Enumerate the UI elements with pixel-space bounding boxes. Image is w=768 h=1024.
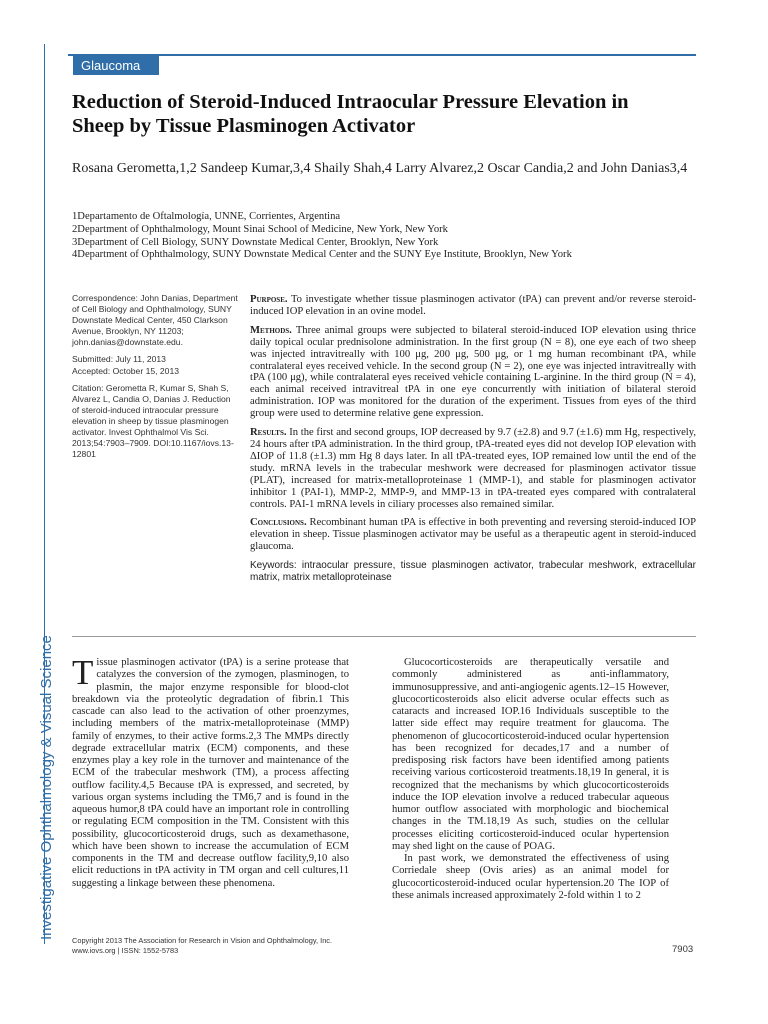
conclusions-label: Conclusions. — [250, 517, 307, 529]
purpose-label: Purpose. — [250, 294, 288, 305]
abstract-purpose — [250, 294, 696, 318]
header-rule — [68, 54, 696, 56]
abstract-conclusions — [250, 517, 696, 553]
keywords: Keywords: intraocular pressure, tissue plasminogen activator, trabecular meshwork, extracellular matrix, matrix metalloproteinase — [250, 560, 696, 584]
body-column-right — [392, 657, 669, 902]
accepted-date: Accepted: October 15, 2013 — [72, 365, 180, 376]
correspondence: Correspondence: John Danias, Department of Cell Biology and Ophthalmology, SUNY Downstate Medical Center, 450 Clarkson Avenue, Brooklyn, NY 11203; john.danias@downstate.edu. — [72, 293, 238, 348]
body-column-left — [72, 653, 349, 890]
methods-label: Methods. — [250, 324, 292, 336]
affiliation-2: 2Department of Ophthalmology, Mount Sinai School of Medicine, New York, New York — [72, 223, 448, 235]
abstract-results — [250, 427, 696, 510]
drop-cap: T — [72, 653, 94, 692]
results-text: In the first and second groups, IOP decreased by 9.7 (±2.8) and 9.7 (±1.6) mm Hg, respectively, 24 hours after tPA administration. In the third group, tPA-treated eyes did not develop IOP elevation with ΔIOP of 11.8 (±1.3) mm Hg 8 days later. In all tPA-treated eyes, IOP remained low until the end of the study. mRNA levels in the trabecular meshwork were decreased for plasminogen activator tissue (PLAT), increased for matrix-metalloproteinase 1 (MMP-1), and stable for plasminogen activator inhibitor 1 (PAI-1), MMP-2, MMP-9, and MMP-13 in tPA-treated eyes compared with contralateral controls. PAI-1 mRNA levels in ciliary processes also remained similar. — [250, 427, 696, 510]
intro-text: issue plasminogen activator (tPA) is a serine protease that catalyzes the conversion of the zymogen, plasminogen, to plasmin, the major enzyme responsible for blood-clot breakdown via the proteolytic degradation of fibrin.1 This cascade can also lead to the activation of other proenzymes, including members of the matrix-metalloproteinase (MMP) family of enzymes, to their active forms.2,3 The MMPs directly degrade extracellular matrix (ECM) components, and these enzymes play a key role in the turnover and maintenance of the ECM of the trabecular meshwork (TM), a process affecting outflow facility.4,5 Because tPA is expressed, and secreted, by various organ systems including the TM6,7 and is found in the aqueous humor,8 tPA could have an important role in controlling or regulating ECM composition in the TM. Consistent with this possibility, glucocorticosteroid drugs, such as dexamethasone, which have been shown to increase the accumulation of ECM components in the TM and decrease outflow facility,9,10 also elicit reductions in tPA activity in TM organ and cell cultures,11 suggesting a linkage between these phenomena. — [72, 657, 349, 889]
abstract — [250, 294, 696, 591]
citation: Citation: Gerometta R, Kumar S, Shah S, Alvarez L, Candia O, Danias J. Reduction of steroid-induced intraocular pressure elevation in sheep by tissue plasminogen activator. Invest Ophthalmol Vis Sci. 2013;54:7903–7909. DOI:10.1167/iovs.13-12801 — [72, 382, 234, 460]
body-paragraph-2: In past work, we demonstrated the effectiveness of using Corriedale sheep (Ovis aries) as an animal model for glucocorticosteroid-induced ocular hypertension.20 The IOP of these animals increased approximately 2-fold within 1 to 2 — [392, 853, 669, 901]
affiliations — [72, 211, 692, 262]
section-tag: Glaucoma — [73, 56, 159, 75]
author-list: Rosana Gerometta,1,2 Sandeep Kumar,3,4 Shaily Shah,4 Larry Alvarez,2 Oscar Candia,2 and John Danias3,4 — [72, 161, 688, 176]
intro-paragraph — [72, 653, 349, 890]
submitted-date: Submitted: July 11, 2013 — [72, 354, 166, 365]
conclusions-text: Recombinant human tPA is effective in both preventing and reversing steroid-induced IOP elevation in sheep. Tissue plasminogen activator may be useful as a therapeutic agent in steroid-induced glaucoma. — [250, 517, 696, 553]
abstract-divider — [72, 636, 696, 637]
affiliation-4: 4Department of Ophthalmology, SUNY Downstate Medical Center and the SUNY Eye Institute, Brooklyn, New York — [72, 249, 572, 261]
methods-text: Three animal groups were subjected to bilateral steroid-induced IOP elevation using thrice daily topical ocular prednisolone administration. In the first group (N = 8), one eye each of two sheep was injected intravitreally with 100 μg, 200 μg, 500 μg, or 1 mg human recombinant tPA, while contralateral eyes received vehicle. In the second group (N = 2), one eye was injected intravitreally with tPA (100 μg), while contralateral eyes received vehicle containing L-arginine. In the third group (N = 4), each animal received intravitreal tPA in one eye concurrently with initiation of bilateral steroid administration. IOP was monitored for the duration of the experiment. Tissues from eyes of the third group were used to determine relative gene expression. — [250, 324, 696, 420]
affiliation-3: 3Department of Cell Biology, SUNY Downstate Medical Center, Brooklyn, New York — [72, 236, 439, 248]
body-paragraph-1: Glucocorticosteroids are therapeutically versatile and commonly administered as anti-inflammatory, immunosuppressive, and anti-angiogenic agents.12–15 However, glucocorticosteroids also elicit adverse ocular effects such as cataracts and increased IOP.16 Individuals susceptible to the latter side effect may require treatment for glaucoma. The phenomenon of glucocorticosteroid-induced ocular hypertension has been recognized for decades,17 and a number of predisposing risk factors have been identified among patients receiving various corticosteroid treatments.18,19 In general, it is recognized that the mechanisms by which glucocorticosteroids induce the IOP elevation involve a reduced trabecular aqueous humor outflow associated with morphologic and biochemical changes in the TM.18,19 As such, studies on the cellular processes eliciting corticosteroid-induced ocular hypertension may shed light on the cause of POAG. — [392, 657, 669, 852]
affiliation-1: 1Departamento de Oftalmología, UNNE, Corrientes, Argentina — [72, 211, 341, 222]
page-footer — [72, 936, 472, 956]
purpose-text: To investigate whether tissue plasminogen activator (tPA) can prevent and/or reverse steroid-induced IOP elevation in an ovine model. — [250, 294, 696, 317]
abstract-methods — [250, 325, 696, 420]
page-number: 7903 — [672, 944, 694, 955]
journal-url-issn: www.iovs.org | ISSN: 1552-5783 — [72, 946, 179, 955]
article-sidebar — [72, 293, 239, 466]
journal-name: Investigative Ophthalmology & Visual Science — [38, 635, 55, 940]
article-title: Reduction of Steroid-Induced Intraocular Pressure Elevation in Sheep by Tissue Plasminogen Activator — [72, 91, 629, 137]
results-label: Results. — [250, 427, 287, 439]
copyright: Copyright 2013 The Association for Research in Vision and Ophthalmology, Inc. — [72, 936, 333, 945]
